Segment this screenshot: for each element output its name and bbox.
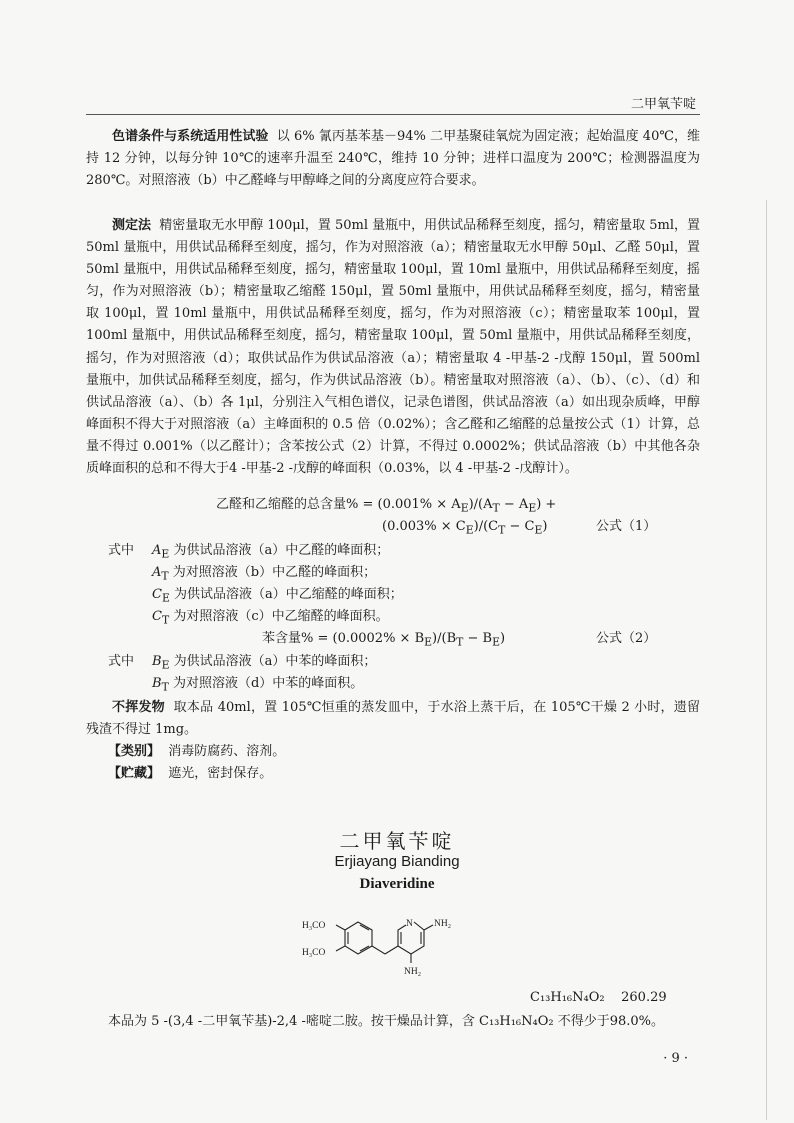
running-header-title: 二甲氧苄啶	[630, 97, 696, 112]
molecular-formula: C₁₃H₁₆N₄O₂	[530, 990, 605, 1005]
where-2-lead: 式中	[108, 654, 135, 669]
page-number: · 9 ·	[663, 1051, 688, 1066]
method-paragraph	[86, 215, 700, 480]
formula-2-label: 公式（2）	[596, 631, 657, 646]
where-2-item: $B_T$ 为对照溶液（d）中苯的峰面积。	[152, 676, 364, 694]
method-heading: 测定法	[112, 218, 152, 233]
category-label: 【类别】	[108, 744, 161, 759]
category-line	[108, 742, 285, 762]
monograph-pinyin: Erjiayang Bianding	[334, 853, 460, 870]
where-1-item: $A_E$ 为供试品溶液（a）中乙醛的峰面积；	[152, 543, 390, 561]
methoxy-label-bottom: H₃CO	[302, 948, 326, 958]
storage-label: 【贮藏】	[108, 766, 161, 781]
where-1-item: $A_T$ 为对照溶液（b）中乙醛的峰面积；	[152, 565, 377, 583]
nonvolatile-paragraph	[86, 697, 700, 741]
molecular-weight: 260.29	[621, 990, 667, 1005]
method-text: 精密量取无水甲醇 100μl，置 50ml 量瓶中，用供试品稀释至刻度，摇匀，精密量取 5ml，置 50ml 量瓶中，用供试品稀释至刻度，摇匀，作为对照溶液（a）；精密量取无水甲醇 50μl、乙醛 50μl，置 50ml 量瓶中，用供试品稀释至刻度，摇匀，精密量取 100μl，置 10ml 量瓶中，用供试品稀释至刻度，摇匀，作为对照溶液（b）；精密量取乙缩醛 150μl，置 50ml 量瓶中，用供试品稀释至刻度，摇匀，精密量取 100μl，置 10ml 量瓶中，用供试品稀释至刻度，摇匀，作为对照溶液（c）；精密量取苯 100μl，置 100ml 量瓶中，用供试品稀释至刻度，摇匀，精密量取 100μl，置 50ml 量瓶中，用供试品稀释至刻度，摇匀，作为对照溶液（d）；取供试品作为供试品溶液（a）；精密量取 4 -甲基-2 -戊醇 150μl，置 500ml 量瓶中，加供试品稀释至刻度，摇匀，作为供试品溶液（b）。精密量取对照溶液（a）、（b）、（c）、（d）和供试品溶液（a）、（b）各 1μl，分别注入气相色谱仪，记录色谱图，供试品溶液（a）如出现杂质峰，甲醇峰面积不得大于对照溶液（a）主峰面积的 0.5 倍（0.02%）；含乙醛和乙缩醛的总量按公式（1）计算，总量不得过 0.001%（以乙醛计）；含苯按公式（2）计算，不得过 0.0002%；供试品溶液（b）中其他各杂质峰面积的总和不得大于4 -甲基-2 -戊醇的峰面积（0.03%，以 4 -甲基-2 -戊醇计）。	[86, 218, 701, 477]
nonvolatile-text: 取本品 40ml，置 105℃恒重的蒸发皿中，于水浴上蒸干后，在 105℃干燥 2 小时，遗留残渣不得过 1mg。	[86, 700, 701, 738]
where-1-lead: 式中	[108, 543, 135, 558]
formula-2: 苯含量% = $(0.0002\% \times B_E)/(B_T - B_E)$	[262, 631, 506, 649]
where-2-item: $B_E$ 为供试品溶液（a）中苯的峰面积；	[152, 654, 377, 672]
where-1-item: $C_E$ 为供试品溶液（a）中乙缩醛的峰面积；	[152, 587, 403, 605]
storage-text: 遮光，密封保存。	[168, 766, 273, 781]
monograph-latin-name: Diaveridine	[359, 876, 435, 892]
amino-label-bottom: NH₂	[404, 967, 422, 977]
chemical-structure	[296, 910, 486, 992]
formula-1-label: 公式（1）	[596, 519, 657, 534]
monograph-title: 二甲氧苄啶	[339, 829, 455, 853]
amino-label-top: NH₂	[434, 919, 452, 929]
where-1-item: $C_T$ 为对照溶液（c）中乙缩醛的峰面积。	[152, 609, 389, 627]
chromatography-paragraph	[86, 126, 700, 192]
assay-formula: C₁₃H₁₆N₄O₂	[479, 1014, 554, 1029]
running-header	[86, 92, 700, 115]
chromatography-heading: 色谱条件与系统适用性试验	[112, 129, 269, 144]
formula-1-line-2: $(0.003\% \times C_E)/(C_T - C_E)$	[382, 519, 548, 537]
chromatography-text: 以 6% 氰丙基苯基－94% 二甲基聚硅氧烷为固定液；起始温度 40℃，维持 12 分钟，以每分钟 10℃的速率升温至 240℃，维持 10 分钟；进样口温度为 200℃；检测器温度为 280℃。对照溶液（b）中乙醛峰与甲醇峰之间的分离度应符合要求。	[86, 129, 700, 189]
ring-nitrogen-label: N	[406, 919, 413, 929]
category-text: 消毒防腐药、溶剂。	[168, 744, 286, 759]
formula-1-line-1: 乙醛和乙缩醛的总含量% = $(0.001\% \times A_E)/(A_T - A_E)$ +	[216, 497, 557, 515]
page-edge-line	[766, 200, 767, 1120]
nonvolatile-heading: 不挥发物	[112, 700, 165, 715]
storage-line	[108, 764, 272, 784]
methoxy-label-top: H₃CO	[302, 921, 326, 931]
molecular-formula-weight	[530, 988, 667, 1008]
assay-statement: 本品为 5 -(3,4 -二甲氧苄基)-2,4 -嘧啶二胺。按干燥品计算，含 C₁₃H₁₆N₄O₂ 不得少于98.0%。	[108, 1014, 665, 1029]
